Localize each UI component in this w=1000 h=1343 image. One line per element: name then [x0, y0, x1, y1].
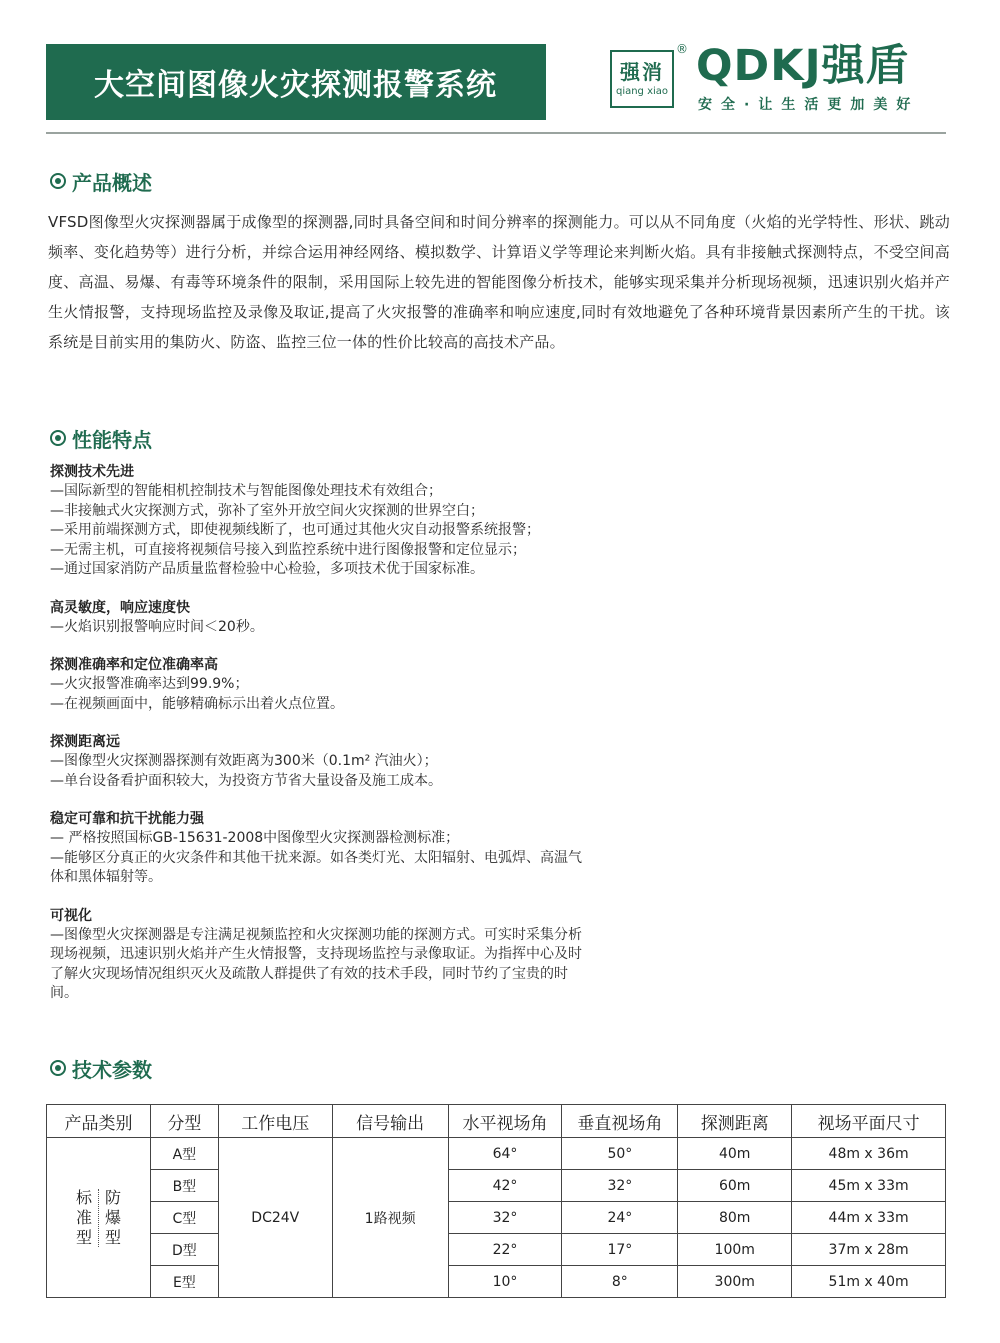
- feature-block: [50, 809, 690, 888]
- h-angle-cell: 64°: [448, 1138, 562, 1170]
- v-angle-cell: 8°: [562, 1266, 678, 1298]
- feature-line: —无需主机，可直接将视频信号接入到监控系统中进行图像报警和定位显示；: [50, 541, 526, 558]
- feature-block: [50, 462, 690, 580]
- feature-line: —图像型火灾探测器探测有效距离为300米（0.1m² 汽油火）；: [50, 753, 438, 769]
- table-row: [47, 1170, 946, 1202]
- col-header: 分型: [150, 1105, 218, 1138]
- feature-line: —火灾报警准确率达到99.9%；: [50, 676, 249, 692]
- page-title: 大空间图像火灾探测报警系统: [46, 44, 546, 120]
- category-explosion-proof: 防 爆 型: [104, 1187, 121, 1247]
- qiangxiao-logo: [610, 50, 674, 108]
- distance-cell: 300m: [678, 1266, 792, 1298]
- registered-mark: ®: [676, 42, 688, 56]
- col-header: 视场平面尺寸: [792, 1105, 946, 1138]
- feature-title: 探测距离远: [50, 734, 120, 750]
- table-row: [47, 1138, 946, 1170]
- distance-cell: 100m: [678, 1234, 792, 1266]
- feature-title: 可视化: [50, 907, 92, 924]
- feature-line: 了解火灾现场情况组织灭火及疏散人群提供了有效的技术手段，同时节约了宝贵的时: [50, 965, 568, 982]
- type-cell: B型: [150, 1170, 218, 1202]
- features-heading: [50, 425, 152, 451]
- spec-table: [46, 1104, 946, 1298]
- table-row: [47, 1202, 946, 1234]
- brand-name: QDKJ强盾: [696, 41, 910, 91]
- feature-block: [50, 906, 690, 1004]
- feature-line: 现场视频，迅速识别火焰并产生火情报警，支持现场监控与录像取证。为指挥中心及时: [50, 946, 582, 962]
- distance-cell: 60m: [678, 1170, 792, 1202]
- plane-cell: 44m x 33m: [792, 1202, 946, 1234]
- feature-line: —国际新型的智能相机控制技术与智能图像处理技术有效组合；: [50, 483, 442, 499]
- logo-chinese: 强消: [620, 60, 664, 84]
- plane-cell: 51m x 40m: [792, 1266, 946, 1298]
- type-cell: A型: [150, 1138, 218, 1170]
- feature-line: —能够区分真正的火灾条件和其他干扰来源。如各类灯光、太阳辐射、电弧焊、高温气: [50, 849, 582, 866]
- table-row: [47, 1234, 946, 1266]
- signal-cell: 1路视频: [332, 1138, 448, 1298]
- circle-bullet-icon: [50, 1060, 66, 1076]
- circle-bullet-icon: [50, 173, 66, 189]
- table-row: [47, 1266, 946, 1298]
- logo-pinyin: qiang xiao: [615, 86, 669, 97]
- specs-heading: [50, 1055, 152, 1081]
- type-cell: E型: [150, 1266, 218, 1298]
- table-header-row: [47, 1105, 946, 1138]
- col-header: 产品类别: [47, 1105, 151, 1138]
- feature-block: [50, 655, 690, 714]
- h-angle-cell: 22°: [448, 1234, 562, 1266]
- v-angle-cell: 17°: [562, 1234, 678, 1266]
- plane-cell: 45m x 33m: [792, 1170, 946, 1202]
- feature-line: —图像型火灾探测器是专注满足视频监控和火灾探测功能的探测方式。可实时采集分析: [50, 926, 582, 943]
- feature-line: —通过国家消防产品质量监督检验中心检验，多项技术优于国家标准。: [50, 561, 484, 577]
- distance-cell: 80m: [678, 1202, 792, 1234]
- header-divider: [46, 132, 946, 134]
- circle-bullet-icon: [50, 430, 66, 446]
- feature-title: 稳定可靠和抗干扰能力强: [50, 811, 204, 827]
- feature-line: —火焰识别报警响应时间＜20秒。: [50, 618, 264, 635]
- features-list: [50, 462, 690, 1022]
- features-heading-text: 性能特点: [72, 427, 152, 452]
- feature-block: [50, 732, 690, 791]
- col-header: 垂直视场角: [562, 1105, 678, 1138]
- feature-line: —采用前端探测方式，即使视频线断了，也可通过其他火灾自动报警系统报警；: [50, 522, 540, 538]
- feature-title: 探测准确率和定位准确率高: [50, 657, 218, 673]
- h-angle-cell: 32°: [448, 1202, 562, 1234]
- col-header: 探测距离: [678, 1105, 792, 1138]
- col-header: 工作电压: [218, 1105, 332, 1138]
- v-angle-cell: 24°: [562, 1202, 678, 1234]
- col-header: 水平视场角: [448, 1105, 562, 1138]
- type-cell: D型: [150, 1234, 218, 1266]
- type-cell: C型: [150, 1202, 218, 1234]
- feature-line: —在视频画面中，能够精确标示出着火点位置。: [50, 695, 344, 712]
- category-divider: [98, 1189, 99, 1247]
- feature-title: 高灵敏度，响应速度快: [50, 599, 190, 616]
- overview-heading: [50, 168, 152, 194]
- category-standard: 标 准 型: [75, 1187, 92, 1247]
- voltage-cell: DC24V: [218, 1138, 332, 1298]
- feature-block: [50, 598, 690, 638]
- feature-title: 探测技术先进: [50, 464, 134, 480]
- h-angle-cell: 10°: [448, 1266, 562, 1298]
- feature-line: 间。: [50, 985, 78, 1001]
- plane-cell: 48m x 36m: [792, 1138, 946, 1170]
- overview-heading-text: 产品概述: [72, 170, 152, 195]
- v-angle-cell: 50°: [562, 1138, 678, 1170]
- overview-text: VFSD图像型火灾探测器属于成像型的探测器,同时具备空间和时间分辨率的探测能力。可以从不同角度（火焰的光学特性、形状、跳动频率、变化趋势等）进行分析，并综合运用神经网络、模拟数学、计算语义学等理论来判断火焰。具有非接触式探测特点，不受空间高度、高温、易爆、有毒等环境条件的限制，采用国际上较先进的智能图像分析技术，能够实现采集并分析现场视频，迅速识别火焰并产生火情报警，支持现场监控及录像及取证,提高了火灾报警的准确率和响应速度,同时有效地避免了各种环境背景因素所产生的干扰。该系统是目前实用的集防火、防盗、监控三位一体的性价比较高的高技术产品。: [48, 213, 950, 351]
- distance-cell: 40m: [678, 1138, 792, 1170]
- col-header: 信号输出: [332, 1105, 448, 1138]
- v-angle-cell: 32°: [562, 1170, 678, 1202]
- feature-line: 体和黑体辐射等。: [50, 869, 162, 885]
- h-angle-cell: 42°: [448, 1170, 562, 1202]
- brand-slogan: 安全·让生活更加美好: [698, 97, 920, 113]
- category-cell: [47, 1138, 151, 1298]
- feature-line: —非接触式火灾探测方式，弥补了室外开放空间火灾探测的世界空白；: [50, 502, 484, 519]
- plane-cell: 37m x 28m: [792, 1234, 946, 1266]
- feature-line: —单台设备看护面积较大，为投资方节省大量设备及施工成本。: [50, 772, 442, 789]
- specs-heading-text: 技术参数: [72, 1057, 152, 1082]
- feature-line: — 严格按照国标GB-15631-2008中图像型火灾探测器检测标准；: [50, 830, 460, 846]
